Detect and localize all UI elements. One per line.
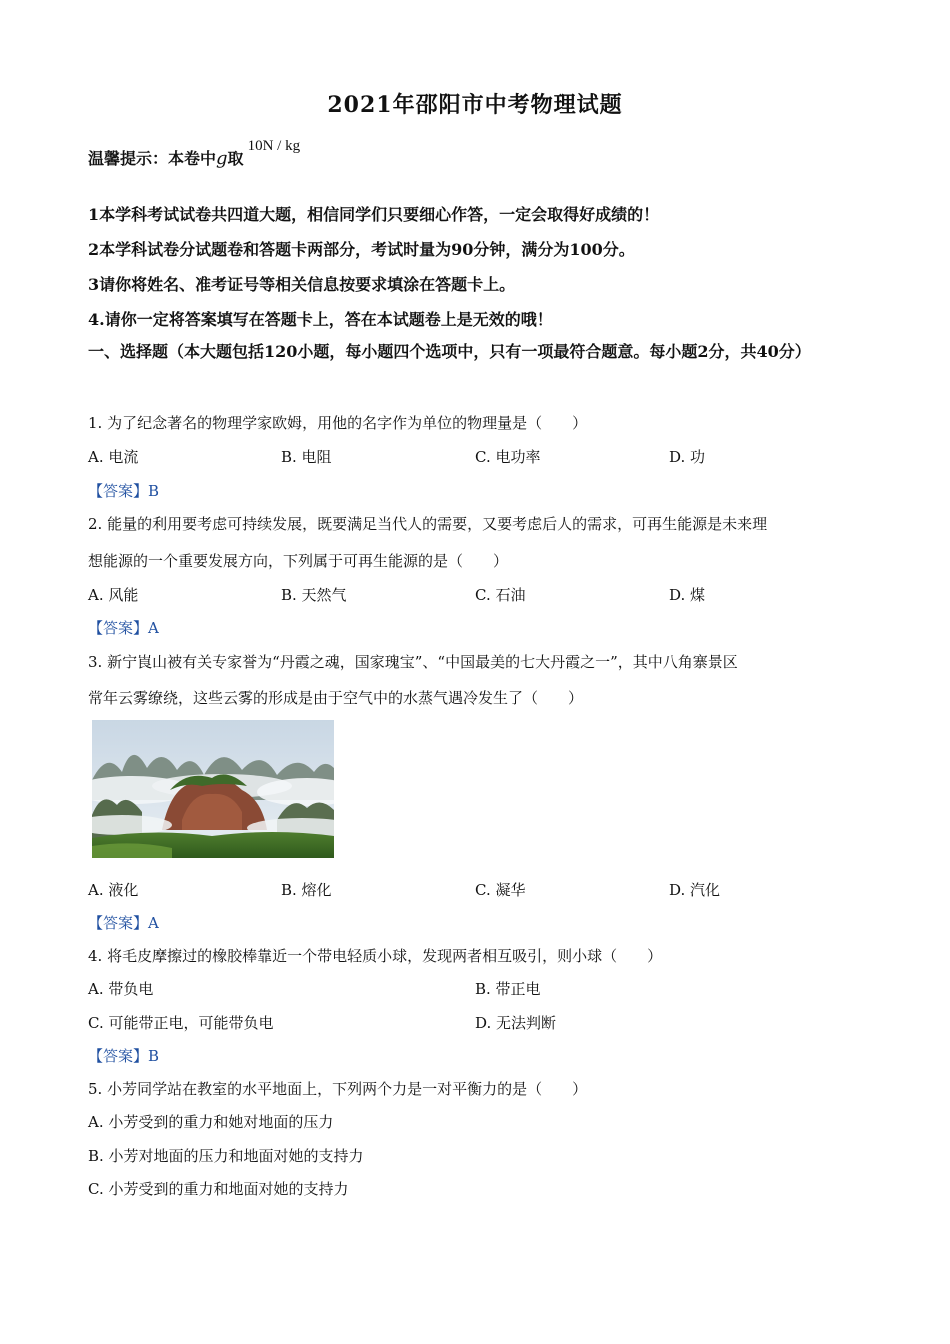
question-3-line-2: 常年云雾缭绕，这些云雾的形成是由于空气中的水蒸气遇冷发生了（ ）	[88, 689, 584, 707]
misty-mountain-photo	[92, 720, 334, 858]
g-symbol: g	[216, 148, 228, 169]
q4-option-d: D. 无法判断	[475, 1014, 557, 1032]
question-2-line-1: 2. 能量的利用要考虑可持续发展，既要满足当代人的需要，又要考虑后人的需求，可再生能源是未来理	[88, 515, 768, 533]
question-4: 4. 将毛皮摩擦过的橡胶棒靠近一个带电轻质小球，发现两者相互吸引，则小球（ ）	[88, 947, 663, 965]
note-1: 1本学科考试试卷共四道大题，相信同学们只要细心作答，一定会取得好成绩的！	[88, 205, 660, 224]
question-2-line-2: 想能源的一个重要发展方向，下列属于可再生能源的是（ ）	[88, 552, 509, 570]
q5-option-c: C. 小芳受到的重力和地面对她的支持力	[88, 1180, 349, 1198]
q4-option-c: C. 可能带正电，可能带负电	[88, 1014, 274, 1032]
q4-option-b: B. 带正电	[475, 980, 541, 998]
q2-option-b: B. 天然气	[281, 586, 347, 604]
q5-option-a: A. 小芳受到的重力和她对地面的压力	[88, 1113, 334, 1131]
q5-option-b: B. 小芳对地面的压力和地面对她的支持力	[88, 1147, 364, 1165]
q3-option-d: D. 汽化	[669, 881, 721, 899]
q2-option-c: C. 石油	[475, 586, 526, 604]
section-heading: 一、选择题（本大题包括120小题，每小题四个选项中，只有一项最符合题意。每小题2分，共40分）	[88, 342, 811, 361]
question-1: 1. 为了纪念著名的物理学家欧姆，用他的名字作为单位的物理量是（ ）	[88, 414, 588, 432]
tip-take: 取	[227, 149, 244, 168]
note-3: 3请你将姓名、准考证号等相关信息按要求填涂在答题卡上。	[88, 275, 516, 294]
q1-option-d: D. 功	[669, 448, 706, 466]
q4-option-a: A. 带负电	[88, 980, 154, 998]
q3-option-b: B. 熔化	[281, 881, 332, 899]
q3-answer: 【答案】A	[88, 914, 159, 932]
tip-unit: 10N / kg	[247, 138, 301, 154]
page-title: 2021年邵阳市中考物理试题	[327, 92, 623, 118]
tip-line	[88, 138, 301, 169]
q2-option-a: A. 风能	[88, 586, 139, 604]
question-5: 5. 小芳同学站在教室的水平地面上，下列两个力是一对平衡力的是（ ）	[88, 1080, 588, 1098]
q1-option-b: B. 电阻	[281, 448, 332, 466]
q1-answer: 【答案】B	[88, 482, 160, 500]
note-4: 4.请你一定将答案填写在答题卡上，答在本试题卷上是无效的哦！	[88, 310, 553, 329]
q1-option-c: C. 电功率	[475, 448, 541, 466]
q4-answer: 【答案】B	[88, 1047, 160, 1065]
note-2: 2本学科试卷分试题卷和答题卡两部分，考试时量为90分钟，满分为100分。	[88, 240, 635, 259]
q3-option-c: C. 凝华	[475, 881, 526, 899]
q2-option-d: D. 煤	[669, 586, 706, 604]
q2-answer: 【答案】A	[88, 619, 159, 637]
question-3-line-1: 3. 新宁崀山被有关专家誉为“丹霞之魂，国家瑰宝”、“中国最美的七大丹霞之一”，其中八角寨景区	[88, 653, 738, 671]
tip-prefix: 温馨提示：本卷中	[88, 149, 217, 168]
q3-option-a: A. 液化	[88, 881, 139, 899]
q1-option-a: A. 电流	[88, 448, 139, 466]
